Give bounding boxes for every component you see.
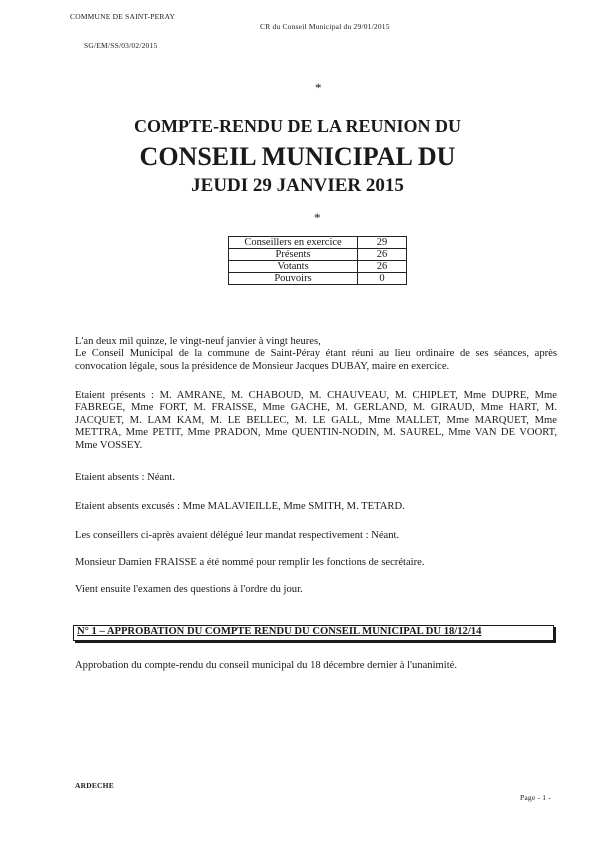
reference-code: SG/EM/SS/03/02/2015: [84, 41, 158, 50]
report-title-line1: COMPTE-RENDU DE LA REUNION DU: [133, 116, 461, 136]
table-row: [229, 237, 407, 249]
present-members-paragraph: Etaient présents : M. AMRANE, M. CHABOUD, M. CHAUVEAU, M. CHIPLET, Mme DUPRE, Mme FABREGE, Mme FORT, M. FRAISSE, Mme GACHE, M. GERLAND, M. GIRAUD, Mme HART, M. JACQUET, M. LAM KAM, M. LE BELLEC, M. LE GALL, Mme MALLET, Mme MARQUET, Mme METTRA, Mme PETIT, Mme PRADON, Mme QUENTIN-NODIN, M. SAUREL, Mme VAN DE VOORT, Mme VOSSEY.: [75, 390, 557, 451]
attendance-value: 0: [358, 273, 407, 285]
attendance-value: 29: [358, 237, 407, 249]
section-text: Approbation du compte-rendu du conseil municipal du 18 décembre dernier à l'unanimité.: [75, 660, 457, 671]
agenda-paragraph: Vient ensuite l'examen des questions à l'ordre du jour.: [75, 584, 303, 595]
section-title: N° 1 – APPROBATION DU COMPTE RENDU DU CONSEIL MUNICIPAL DU 18/12/14: [77, 626, 482, 637]
attendance-label: Pouvoirs: [229, 273, 358, 285]
table-row: [229, 249, 407, 261]
mandates-paragraph: Les conseillers ci-après avaient délégué leur mandat respectivement : Néant.: [75, 530, 400, 541]
attendance-label: Votants: [229, 261, 358, 273]
table-row: [229, 261, 407, 273]
report-title-date: JEUDI 29 JANVIER 2015: [191, 175, 404, 196]
page-number: Page - 1 -: [520, 793, 551, 802]
star-ornament: *: [314, 210, 321, 225]
commune-name: COMMUNE DE SAINT-PERAY: [70, 12, 176, 21]
attendance-label: Conseillers en exercice: [229, 237, 358, 249]
star-ornament: *: [315, 80, 322, 95]
intro-line: L'an deux mil quinze, le vingt-neuf janvier à vingt heures,: [75, 336, 321, 347]
table-row: [229, 273, 407, 285]
intro-paragraph: [75, 336, 557, 373]
attendance-value: 26: [358, 261, 407, 273]
secretary-paragraph: Monsieur Damien FRAISSE a été nommé pour remplir les fonctions de secrétaire.: [75, 557, 425, 568]
attendance-label: Présents: [229, 249, 358, 261]
attendance-value: 26: [358, 249, 407, 261]
department-footer: ARDECHE: [75, 781, 114, 790]
excused-members-paragraph: Etaient absents excusés : Mme MALAVIEILLE, Mme SMITH, M. TETARD.: [75, 501, 405, 512]
absent-members-paragraph: Etaient absents : Néant.: [75, 472, 176, 483]
intro-line: Le Conseil Municipal de la commune de Saint-Péray étant réuni au lieu ordinaire de ses séances, après convocation légale, sous la présidence de Monsieur Jacques DUBAY, maire en exercice.: [75, 348, 557, 372]
report-title-line2: CONSEIL MUNICIPAL DU: [139, 142, 456, 171]
document-title: CR du Conseil Municipal du 29/01/2015: [260, 22, 390, 31]
attendance-table: [228, 236, 407, 285]
